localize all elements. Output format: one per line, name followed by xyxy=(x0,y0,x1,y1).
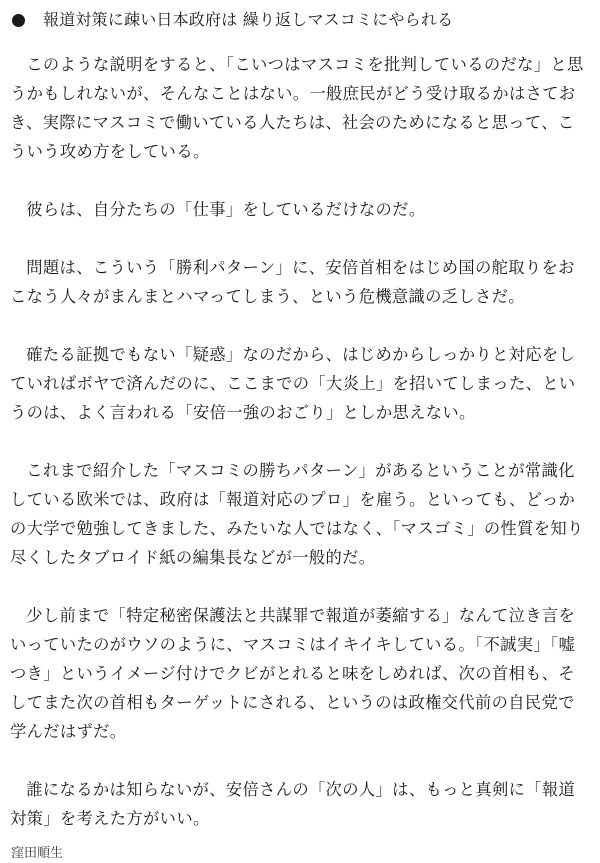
author-name: 窪田順生 xyxy=(11,846,64,861)
paragraph-5: これまで紹介した「マスコミの勝ちパターン」があるということが常識化している欧米では、政府は「報道対応のプロ」を雇う。といっても、どっかの大学で勉強してきました、みたいな人ではなく、「マスゴミ」の性質を知り尽くしたタブロイド紙の編集長などが一般的だ。 xyxy=(10,461,584,567)
paragraph-7: 誰になるかは知らないが、安倍さんの「次の人」は、もっと真剣に「報道対策」を考えた方がいい。 xyxy=(10,780,576,828)
paragraph-6: 少し前まで「特定秘密保護法と共謀罪で報道が萎縮する」なんて泣き言をいっていたのがウソのように、マスコミはイキイキしている。「不誠実」「嘘つき」というイメージ付けでクビがとれると味をしめれば、次の首相も、そしてまた次の首相もターゲットにされる、というのは政権交代前の自民党で学んだはずだ。 xyxy=(10,606,576,741)
paragraph-3: 問題は、こういう「勝利パターン」に、安倍首相をはじめ国の舵取りをおこなう人々がまんまとハマってしまう、という危機意識の乏しさだ。 xyxy=(10,258,575,306)
paragraph-1: このような説明をすると、「こいつはマスコミを批判しているのだな」と思うかもしれないが、そんなことはない。一般庶民がどう受け取るかはさておき、実際にマスコミで働いている人たちは、社会のためになると思って、こういう攻め方をしている。 xyxy=(10,55,584,161)
section-heading xyxy=(10,8,589,32)
bullet-icon xyxy=(12,14,25,27)
section-heading-text: 報道対策に疎い日本政府は 繰り返しマスコミにやられる xyxy=(43,10,454,29)
paragraph-4: 確たる証拠でもない「疑惑」なのだから、はじめからしっかりと対応をしていればボヤで済んだのに、ここまでの「大炎上」を招いてしまった、というのは、よく言われる「安倍一強のおごり」としか思えない。 xyxy=(10,345,576,422)
paragraph-2: 彼らは、自分たちの「仕事」をしているだけなのだ。 xyxy=(26,200,426,219)
